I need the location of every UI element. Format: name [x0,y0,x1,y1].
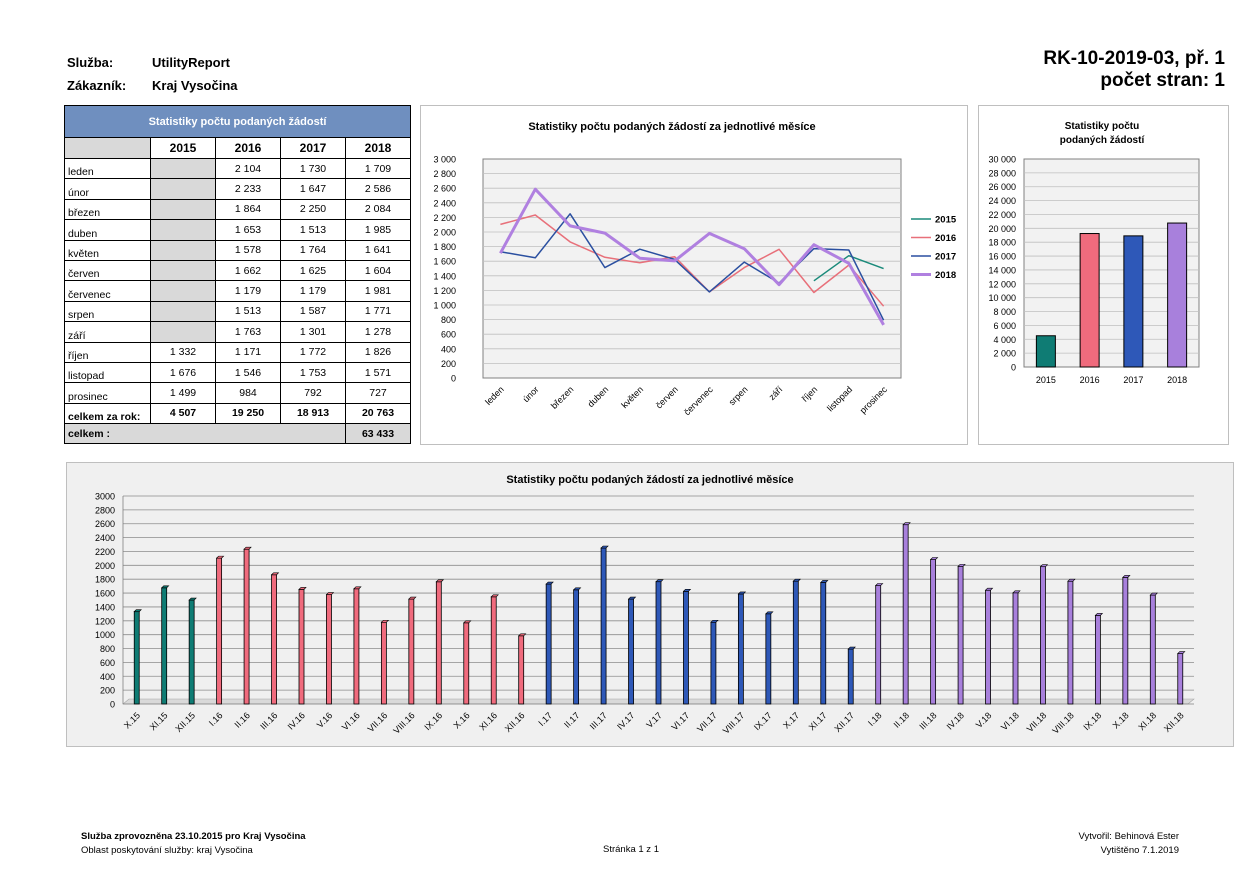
x-tick-label: IV.16 [285,710,307,732]
footer-service-area: Oblast poskytování služby: kraj Vysočina [81,845,253,856]
y-tick-label: 16 000 [988,251,1016,262]
month-label: říjen [65,342,151,362]
bar-VII.18 [1040,567,1045,704]
value-cell: 1 625 [281,260,346,280]
annual-bar-chart-panel [978,105,1229,445]
bar-IV.17 [629,599,634,704]
x-tick-label: 2015 [1035,375,1056,385]
value-cell: 1 278 [346,322,411,342]
chart-title: Statistiky počtu podaných žádostí za jednotlivé měsíce [506,474,794,486]
bar-2017 [1124,236,1143,367]
bar-top-III.18 [931,558,938,560]
bar-2018 [1168,223,1187,367]
x-tick-label: prosinec [857,384,889,416]
value-cell: 792 [281,383,346,403]
bar-VIII.17 [738,594,743,704]
bar-top-IV.17 [629,597,636,599]
bar-top-IV.18 [958,564,965,566]
total-label: celkem za rok: [65,403,151,423]
value-cell [151,260,216,280]
value-cell: 1 578 [216,240,281,260]
bar-III.16 [272,575,277,704]
value-cell: 1 587 [281,301,346,321]
bar-III.18 [931,560,936,704]
value-cell: 1 753 [281,362,346,382]
bar-VIII.16 [409,599,414,704]
bar-top-XII.16 [519,634,526,636]
x-tick-label: X.18 [1110,710,1131,731]
value-cell: 2 233 [216,179,281,199]
year-total: 4 507 [151,403,216,423]
y-tick-label: 200 [440,358,456,369]
service-label: Služba: [67,55,114,70]
value-cell [151,322,216,342]
x-tick-label: IX.17 [751,710,774,733]
x-tick-label: XI.17 [806,710,829,733]
value-cell [151,301,216,321]
table-row [65,322,411,342]
y-tick-label: 2600 [94,519,115,530]
y-tick-label: 0 [109,699,115,710]
year-header: 2015 [151,138,216,159]
y-tick-label: 2000 [94,560,115,571]
x-tick-label: XI.15 [147,710,170,733]
bar-2015 [1036,336,1055,367]
bar-top-III.16 [272,573,279,575]
bar-top-I.18 [876,584,883,586]
year-total: 20 763 [346,403,411,423]
bar-top-IX.17 [766,612,773,614]
grand-total-label: celkem : [65,424,346,444]
x-tick-label: XII.15 [173,710,198,735]
y-tick-label: 12 000 [988,279,1016,290]
bar-X.15 [134,612,139,704]
y-tick-label: 800 [440,315,456,326]
y-tick-label: 4 000 [993,334,1016,345]
value-cell: 1 499 [151,383,216,403]
footer-service-started: Služba zprovozněna 23.10.2015 pro Kraj Vysočina [81,831,306,842]
legend-label: 2018 [935,270,957,281]
table-row [65,179,411,199]
table-row [65,362,411,382]
month-label: duben [65,220,151,240]
value-cell [151,240,216,260]
value-cell: 1 730 [281,159,346,179]
x-tick-label: VII.16 [365,710,390,735]
y-tick-label: 20 000 [988,223,1016,234]
x-tick-label: I.16 [206,710,225,729]
x-tick-label: IV.18 [944,710,966,732]
bar-II.18 [903,525,908,704]
y-tick-label: 400 [99,671,115,682]
value-cell: 1 709 [346,159,411,179]
y-tick-label: 30 000 [988,154,1016,165]
x-tick-label: V.18 [973,710,994,730]
value-cell: 2 586 [346,179,411,199]
value-cell: 1 604 [346,260,411,280]
y-tick-label: 1600 [94,588,115,599]
bar-XI.18 [1150,595,1155,704]
plot-area [483,159,901,378]
value-cell [151,199,216,219]
y-tick-label: 1 200 [433,285,456,296]
bar-2016 [1080,234,1099,367]
monthly-bar-chart-panel [66,462,1234,747]
bar-top-V.17 [656,580,663,582]
table-row [65,342,411,362]
x-tick-label: květen [619,384,646,411]
x-tick-label: X.16 [451,710,472,731]
y-tick-label: 2 800 [433,169,456,180]
month-label: prosinec [65,383,151,403]
value-cell: 2 104 [216,159,281,179]
bar-top-XI.15 [162,586,169,588]
value-cell: 1 571 [346,362,411,382]
x-tick-label: X.17 [781,710,802,731]
bar-top-IX.18 [1095,613,1102,615]
bar-VI.17 [683,591,688,704]
y-tick-label: 1 800 [433,242,456,253]
value-cell: 1 764 [281,240,346,260]
y-tick-label: 10 000 [988,293,1016,304]
monthly-bar-chart [67,463,1233,746]
x-tick-label: VII.18 [1024,710,1049,735]
bar-top-VIII.16 [409,597,416,599]
line-chart-panel [420,105,968,445]
table-row [65,199,411,219]
year-header: 2018 [346,138,411,159]
value-cell: 1 653 [216,220,281,240]
grand-total-value: 63 433 [346,424,411,444]
service-value: UtilityReport [152,55,230,70]
table-row [65,281,411,301]
bar-IX.18 [1095,615,1100,704]
stats-table-wrap [64,105,411,444]
y-tick-label: 600 [99,657,115,668]
x-tick-label: září [766,384,785,403]
y-tick-label: 3000 [94,491,115,502]
value-cell: 1 864 [216,199,281,219]
value-cell: 1 179 [216,281,281,301]
value-cell: 727 [346,383,411,403]
bar-X.16 [464,623,469,704]
x-tick-label: V.17 [644,710,664,730]
value-cell: 1 546 [216,362,281,382]
annual-bar-chart [979,106,1228,444]
bar-IX.16 [436,582,441,704]
bar-top-III.17 [601,546,608,548]
y-tick-label: 1800 [94,574,115,585]
bar-X.18 [1123,577,1128,704]
value-cell: 1 641 [346,240,411,260]
x-tick-label: 2016 [1079,375,1100,385]
value-cell: 1 647 [281,179,346,199]
x-tick-label: 2018 [1167,375,1188,385]
value-cell: 1 826 [346,342,411,362]
value-cell: 1 981 [346,281,411,301]
x-tick-label: srpen [726,384,750,408]
x-tick-label: XII.17 [832,710,857,735]
y-tick-label: 6 000 [993,320,1016,331]
value-cell: 1 985 [346,220,411,240]
table-row [65,220,411,240]
bar-III.17 [601,548,606,704]
footer-author: Vytvořil: Behinová Ester [1078,831,1179,842]
bar-I.18 [876,586,881,704]
x-tick-label: XII.16 [502,710,527,735]
value-cell: 1 332 [151,342,216,362]
y-tick-label: 1400 [94,602,115,613]
x-tick-label: VI.18 [998,710,1021,733]
y-tick-label: 2400 [94,533,115,544]
footer-page-number: Stránka 1 z 1 [603,844,659,855]
legend-label: 2017 [935,251,957,263]
y-tick-label: 2 000 [433,227,456,238]
y-tick-label: 3 000 [433,154,456,165]
value-cell [151,159,216,179]
bar-top-IX.16 [436,580,443,582]
chart-title: podaných žádostí [1059,135,1145,146]
x-tick-label: březen [548,384,576,411]
footer-printed-date: Vytištěno 7.1.2019 [1100,845,1179,856]
bar-top-I.16 [217,556,224,558]
x-tick-label: 2017 [1123,375,1144,385]
x-tick-label: I.17 [536,710,555,729]
x-tick-label: XII.18 [1161,710,1186,735]
customer-label: Zákazník: [67,78,127,93]
value-cell: 1 301 [281,322,346,342]
bar-XI.17 [821,582,826,704]
x-tick-label: VIII.16 [391,710,417,736]
month-label: září [65,322,151,342]
y-tick-label: 2 400 [433,198,456,209]
x-tick-label: říjen [799,384,820,404]
y-tick-label: 800 [99,644,115,655]
month-label: květen [65,240,151,260]
stats-table [64,105,411,444]
bar-IV.16 [299,589,304,704]
bar-XI.15 [162,588,167,704]
bar-top-II.17 [574,588,581,590]
value-cell: 2 084 [346,199,411,219]
year-header: 2017 [281,138,346,159]
legend-label: 2016 [935,233,957,244]
bar-VI.16 [354,589,359,704]
bar-X.17 [793,581,798,704]
value-cell [151,220,216,240]
chart-title: Statistiky počtu podaných žádostí za jednotlivé měsíce [528,121,816,133]
value-cell: 1 676 [151,362,216,382]
bar-VII.16 [381,622,386,704]
bar-IV.18 [958,566,963,704]
x-tick-label: duben [585,384,611,410]
y-tick-label: 400 [440,344,456,355]
bar-top-VI.18 [1013,591,1020,593]
y-tick-label: 200 [99,685,115,696]
x-tick-label: listopad [825,384,855,414]
bar-top-XI.17 [821,580,828,582]
bar-XII.17 [848,649,853,704]
bar-top-XII.18 [1178,652,1185,654]
x-tick-label: III.16 [258,710,280,732]
y-tick-label: 24 000 [988,196,1016,207]
bar-VIII.18 [1068,581,1073,704]
x-tick-label: XI.18 [1136,710,1159,733]
legend-label: 2015 [935,214,957,226]
y-tick-label: 1000 [94,630,115,641]
value-cell: 1 179 [281,281,346,301]
value-cell: 1 763 [216,322,281,342]
value-cell: 1 513 [216,301,281,321]
y-tick-label: 1 400 [433,271,456,282]
value-cell: 2 250 [281,199,346,219]
bar-top-X.15 [134,610,141,612]
x-tick-label: únor [520,384,541,405]
year-header: 2016 [216,138,281,159]
document-reference: RK-10-2019-03, př. 1 [1043,48,1225,69]
bar-top-IV.16 [299,587,306,589]
y-tick-label: 26 000 [988,182,1016,193]
bar-II.17 [574,590,579,704]
x-tick-label: III.17 [587,710,609,732]
bar-V.18 [986,590,991,704]
y-tick-label: 2800 [94,505,115,516]
bar-top-VIII.17 [738,592,745,594]
y-tick-label: 1200 [94,616,115,627]
value-cell: 984 [216,383,281,403]
y-tick-label: 28 000 [988,168,1016,179]
month-label: srpen [65,301,151,321]
y-tick-label: 0 [1010,362,1016,373]
month-label: únor [65,179,151,199]
y-tick-label: 600 [440,329,456,340]
bar-XII.18 [1178,654,1183,704]
x-tick-label: IV.17 [615,710,637,732]
x-tick-label: II.17 [562,710,582,730]
bar-top-VI.16 [354,587,361,589]
y-tick-label: 14 000 [988,265,1016,276]
month-label: červenec [65,281,151,301]
x-tick-label: X.15 [121,710,143,731]
bar-I.16 [217,558,222,704]
y-tick-label: 18 000 [988,237,1016,248]
x-tick-label: IX.16 [422,710,445,733]
bar-top-XI.16 [491,595,498,597]
stats-table-corner [65,138,151,159]
line-chart [421,106,967,444]
month-label: listopad [65,362,151,382]
table-row [65,260,411,280]
month-label: leden [65,159,151,179]
table-row [65,240,411,260]
bar-XI.16 [491,597,496,704]
y-tick-label: 2200 [94,546,115,557]
bar-top-X.18 [1123,575,1130,577]
y-tick-label: 2 200 [433,212,456,223]
x-tick-label: V.16 [314,710,335,730]
value-cell: 1 171 [216,342,281,362]
bar-top-V.18 [986,588,993,590]
x-tick-label: červen [653,384,680,411]
x-tick-label: I.18 [865,710,884,729]
value-cell: 1 662 [216,260,281,280]
x-tick-label: IX.18 [1081,710,1104,733]
bar-top-XII.15 [189,598,196,600]
value-cell [151,179,216,199]
x-tick-label: VIII.18 [1050,710,1076,736]
bar-V.16 [326,595,331,704]
value-cell: 1 772 [281,342,346,362]
table-row [65,301,411,321]
month-label: červen [65,260,151,280]
y-tick-label: 22 000 [988,209,1016,220]
bar-top-I.17 [546,582,553,584]
x-tick-label: leden [483,384,506,407]
x-tick-label: VII.17 [695,710,719,735]
year-total: 19 250 [216,403,281,423]
x-tick-label: VIII.17 [720,710,747,736]
bar-V.17 [656,582,661,704]
x-tick-label: XI.16 [477,710,500,733]
year-total: 18 913 [281,403,346,423]
y-tick-label: 0 [450,373,456,384]
y-tick-label: 1 600 [433,256,456,267]
table-row [65,159,411,179]
bar-IX.17 [766,614,771,704]
page-count: počet stran: 1 [1100,70,1225,91]
x-tick-label: VI.17 [669,710,692,733]
bar-top-II.18 [903,523,910,525]
x-tick-label: VI.16 [339,710,362,733]
value-cell: 1 771 [346,301,411,321]
value-cell [151,281,216,301]
x-tick-label: červenec [681,384,715,418]
y-tick-label: 1 000 [433,300,456,311]
y-tick-label: 8 000 [993,307,1016,318]
bar-top-II.16 [244,547,251,549]
customer-value: Kraj Vysočina [152,78,238,93]
table-row [65,383,411,403]
x-tick-label: II.18 [891,710,912,730]
bar-XII.15 [189,600,194,704]
bar-XII.16 [519,636,524,704]
bar-I.17 [546,584,551,704]
month-label: březen [65,199,151,219]
value-cell: 1 513 [281,220,346,240]
bar-VI.18 [1013,593,1018,704]
bar-top-VI.17 [683,589,690,591]
y-tick-label: 2 600 [433,183,456,194]
x-tick-label: III.18 [917,710,939,732]
chart-title: Statistiky počtu [1064,121,1140,132]
bar-II.16 [244,549,249,704]
x-tick-label: II.16 [232,710,252,730]
y-tick-label: 2 000 [993,348,1016,359]
bar-VII.17 [711,622,716,704]
stats-table-title: Statistiky počtu podaných žádostí [65,106,411,138]
